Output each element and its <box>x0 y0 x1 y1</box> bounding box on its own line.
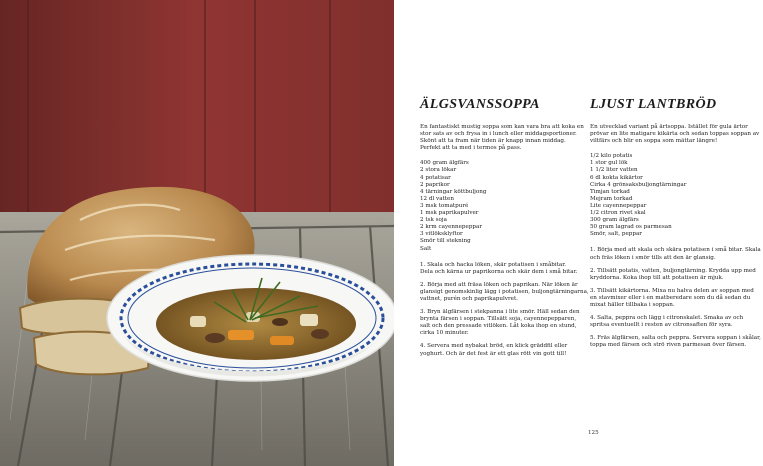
step-line: mixat häller tillbaka i soppan. <box>590 301 675 308</box>
ingredient-item: Lite cayennepeppar <box>590 202 647 209</box>
intro-line: En utvecklad variant på ärtsoppa. Istället för gula ärtor <box>590 124 748 130</box>
step-line: 1. Skala och hacka löken, skär potatisen i småbitar. <box>420 261 567 268</box>
recipe-title: LJUST LANTBRÖD <box>590 97 717 112</box>
recipe-step <box>590 288 753 309</box>
ingredient-item: Salt <box>420 245 432 252</box>
recipe-step <box>590 315 753 329</box>
recipe-step <box>420 309 580 337</box>
ingredient-item: 2 tsk soja <box>420 217 447 224</box>
page-number: 125 <box>588 430 599 436</box>
ingredient-item: 2 krm cayennepeppar <box>420 224 482 231</box>
step-line: 4. Servera med nybakat bröd, en klick gräddfil eller <box>420 343 568 350</box>
step-line: cirka 10 minuter. <box>420 330 469 337</box>
ingredient-item: Smör till stekning <box>420 238 471 245</box>
step-line: Dela och kärna ur paprikorna och skär dem i små bitar. <box>420 268 578 275</box>
intro-line: stor sats av och frysa in i lunch eller middagsportioner. <box>420 131 577 138</box>
recipe-step <box>590 335 761 349</box>
step-line: 3. Bryn älgfärsen i stekpanna i lite smör. Häll sedan den <box>420 309 580 316</box>
recipe-page <box>394 0 763 466</box>
step-line: vattnet, purén och paprikapulvret. <box>420 295 518 302</box>
ingredient-item: Cirka 4 grönsaksbuljongtärningar <box>590 181 687 188</box>
ingredient-item: 2 paprikor <box>420 181 450 188</box>
step-line: och fräs löken i smör tills att den är glansig. <box>590 254 716 261</box>
step-line: yoghurt. Och är det fest är ett glas rött vin gott till! <box>420 350 567 357</box>
ingredient-item: Timjan torkad <box>590 188 630 195</box>
ingredient-item: 1 stor gul lök <box>590 160 628 167</box>
ingredient-item: 2 stora lökar <box>420 167 457 174</box>
intro-line: Skönt att ta fram när tiden är knapp innan middag. <box>420 138 566 145</box>
step-line: 1. Börja med att skala och skära potatisen i små bitar. Skala <box>590 247 761 254</box>
ingredient-list <box>420 160 580 252</box>
ingredient-item: Smör, salt, peppar <box>590 231 642 238</box>
ingredient-item: 4 tärningar köttbuljong <box>420 188 487 195</box>
step-line: salt och den pressade vitlöken. Låt koka ihop en stund, <box>420 323 577 330</box>
step-line: 4. Salta, peppra och lägg i citronskalet. Smaka av och <box>590 315 744 322</box>
recipe-steps <box>590 247 761 349</box>
step-line: 2. Tillsätt potatis, vatten, buljongtärning. Krydda upp med <box>590 267 756 274</box>
ingredient-item: 3 msk tomatpuré <box>420 202 469 209</box>
recipe-intro <box>590 124 760 145</box>
recipe-step <box>420 262 580 276</box>
recipe-step <box>590 247 761 261</box>
step-line: en stavmixer eller i en matberedare som du då sedan du <box>590 294 751 301</box>
intro-line: viltfärs och blir en soppa som mättar längre! <box>590 138 718 145</box>
recipe-steps <box>420 261 589 358</box>
recipe-step <box>590 267 756 282</box>
ingredient-item: 300 gram älgfärs <box>590 217 639 224</box>
ingredient-item: 3 vitlöksklyftor <box>420 231 463 238</box>
step-line: kryddorna. Koka ihop till att potatisen är mjuk. <box>590 274 724 281</box>
ingredient-item: 1/2 kilo potatis <box>590 153 633 160</box>
ingredient-item: 6 dl kokta kikärtor <box>590 174 643 181</box>
step-line: 3. Tillsätt kikärtorna. Mixa nu halva delen av soppan med <box>590 287 754 294</box>
intro-line: prövar en lite matigare kikärta och sedan toppas soppan av <box>590 131 760 138</box>
ingredient-item: Mejram torkad <box>590 195 633 202</box>
step-line: 2. Börja med att fräsa löken och paprikan. När löken är <box>420 281 578 288</box>
recipe-title: ÄLGSVANSSOPPA <box>420 97 540 112</box>
recipe-step <box>420 343 580 357</box>
step-line: brynta färsen i soppan. Tillsätt soja, cayennepepparen, <box>420 316 577 323</box>
recipe-step <box>420 281 589 303</box>
recipe-ljust-lantbrod <box>590 97 761 355</box>
ingredient-item: 50 gram lagrad os parmesan <box>590 224 672 231</box>
ingredient-item: 1 msk paprikapulver <box>420 210 479 217</box>
step-line: glansigt genomskinlig lägg i potatisen, buljongtärningarna, <box>420 288 589 295</box>
ingredient-item: 1 1/2 liter vatten <box>590 167 638 174</box>
ingredient-list <box>590 153 753 238</box>
ingredient-item: 400 gram älgfärs <box>420 160 469 167</box>
intro-line: En fantastiskt mustig soppa som kan vara bra att koka en <box>420 124 584 130</box>
ingredient-item: 12 dl vatten <box>420 195 454 202</box>
recipe-intro <box>420 124 584 152</box>
ingredient-item: 1/2 citron rivet skal <box>590 210 646 217</box>
ingredient-item: 4 potatisar <box>420 174 451 181</box>
step-line: toppa med färsen och strö riven parmesan över färsen. <box>590 342 747 349</box>
recipe-algsvanssoppa <box>420 97 589 364</box>
intro-line: Perfekt att ta med i termos på pass. <box>420 145 522 152</box>
step-line: 5. Fräs älgfärsen, salta och peppra. Servera soppan i skålar, <box>590 335 761 342</box>
step-line: spritsa eventuellt i resten av citronsaften för syra. <box>590 322 733 329</box>
